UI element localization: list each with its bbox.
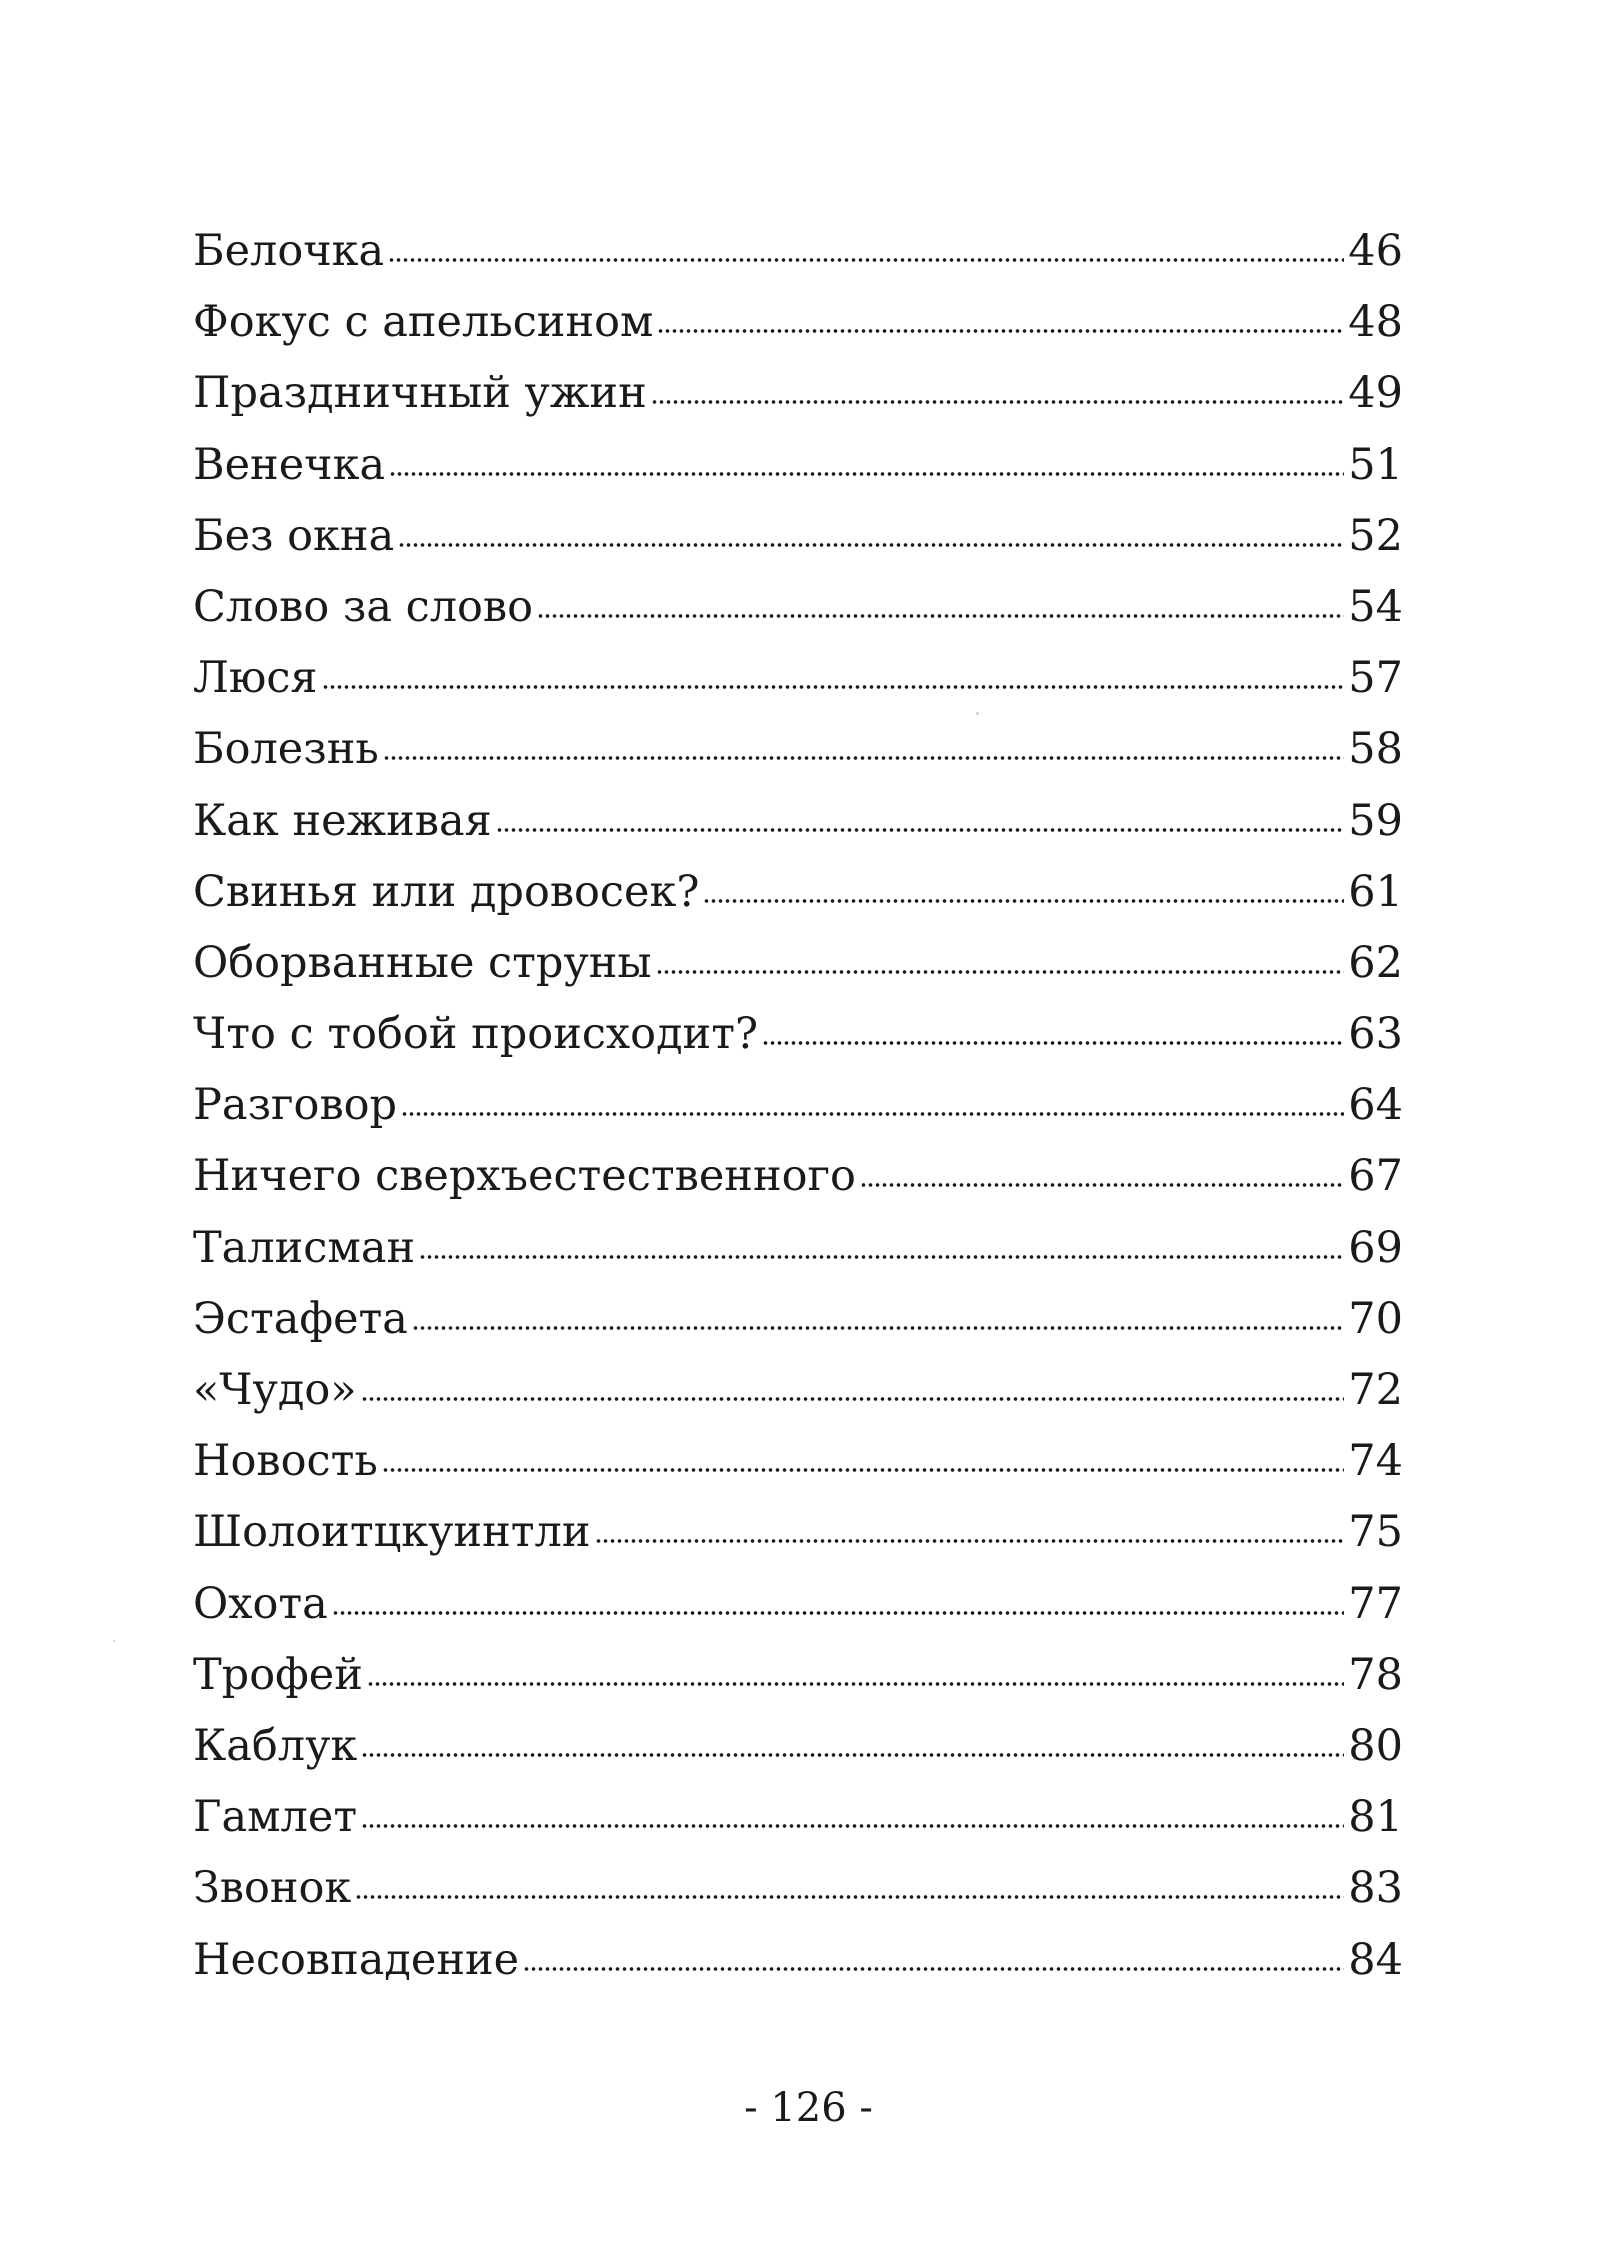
toc-entry	[193, 1640, 1403, 1711]
dot-leader	[398, 541, 1344, 549]
dot-leader	[419, 1253, 1344, 1261]
toc-entry-page-number: 46	[1348, 226, 1403, 276]
toc-entry-title: Оборванные струны	[193, 937, 652, 988]
toc-entry-title: Что с тобой происходит?	[193, 1009, 759, 1060]
toc-entry	[193, 501, 1403, 572]
dot-leader	[361, 1822, 1344, 1830]
toc-entry	[193, 1213, 1403, 1284]
toc-entry	[193, 1426, 1403, 1497]
toc-entry-page-number: 84	[1348, 1934, 1403, 1985]
toc-entry-page-number: 63	[1348, 1009, 1403, 1060]
toc-entry-page-number: 81	[1348, 1792, 1403, 1843]
toc-entry	[193, 287, 1403, 358]
toc-entry-title: Эстафета	[193, 1293, 408, 1344]
toc-entry	[193, 1711, 1403, 1782]
dot-leader	[401, 1110, 1344, 1118]
toc-entry-title: Свинья или дровосек?	[193, 866, 700, 917]
dot-leader	[537, 612, 1344, 620]
dot-leader	[523, 1965, 1344, 1973]
dot-leader	[355, 1893, 1344, 1901]
toc-entry-page-number: 61	[1348, 866, 1403, 917]
toc-entry-title: Гамлет	[193, 1792, 358, 1843]
toc-entry-page-number: 67	[1348, 1151, 1403, 1202]
toc-entry-title: Как неживая	[193, 795, 492, 846]
toc-entry-title: Новость	[193, 1436, 378, 1487]
toc-entry	[193, 572, 1403, 643]
table-of-contents	[193, 216, 1403, 1996]
dot-leader	[762, 1039, 1344, 1047]
toc-entry-page-number: 49	[1348, 368, 1403, 419]
dot-leader	[496, 826, 1345, 834]
toc-entry-title: Слово за слово	[193, 581, 534, 632]
toc-entry-page-number: 75	[1348, 1507, 1403, 1558]
page-number: - 126 -	[744, 2085, 873, 2131]
toc-entry	[193, 430, 1403, 501]
toc-entry-page-number: 78	[1348, 1649, 1403, 1700]
dot-leader	[367, 1680, 1344, 1688]
toc-entry-page-number: 69	[1348, 1222, 1403, 1273]
toc-entry-page-number: 58	[1348, 724, 1403, 775]
toc-entry	[193, 358, 1403, 429]
toc-entry-page-number: 48	[1348, 297, 1403, 348]
toc-entry	[193, 643, 1403, 714]
paper-speck	[113, 1640, 115, 1642]
dot-leader	[322, 683, 1345, 691]
toc-entry	[193, 1284, 1403, 1355]
toc-entry-title: «Чудо»	[193, 1365, 357, 1415]
toc-entry-title: Венечка	[193, 439, 386, 490]
toc-entry	[193, 1569, 1403, 1640]
dot-leader	[412, 1324, 1344, 1332]
toc-entry	[193, 1853, 1403, 1924]
toc-entry-title: Трофей	[193, 1649, 363, 1700]
toc-entry-title: Охота	[193, 1578, 328, 1629]
toc-entry-page-number: 59	[1348, 795, 1403, 846]
toc-entry-title: Праздничный ужин	[193, 368, 647, 419]
dot-leader	[361, 1395, 1345, 1403]
toc-entry-title: Фокус с апельсином	[193, 297, 654, 348]
toc-entry	[193, 1355, 1403, 1426]
toc-entry	[193, 1070, 1403, 1141]
toc-entry-page-number: 77	[1348, 1578, 1403, 1629]
dot-leader	[651, 398, 1345, 406]
toc-entry-page-number: 80	[1348, 1720, 1403, 1771]
toc-entry-page-number: 54	[1348, 581, 1403, 632]
toc-entry-title: Талисман	[193, 1222, 416, 1273]
toc-entry	[193, 714, 1403, 785]
toc-entry	[193, 786, 1403, 857]
dot-leader	[383, 754, 1345, 762]
toc-entry-title: Без окна	[193, 510, 395, 561]
dot-leader	[657, 327, 1344, 335]
toc-entry	[193, 1141, 1403, 1212]
toc-entry-page-number: 72	[1348, 1365, 1403, 1415]
toc-entry	[193, 1497, 1403, 1568]
toc-entry-page-number: 70	[1348, 1293, 1403, 1344]
toc-entry-title: Каблук	[193, 1720, 358, 1771]
toc-entry-title: Шолоитцкуинтли	[193, 1507, 591, 1558]
toc-entry-title: Белочка	[193, 226, 385, 276]
paper-speck	[976, 712, 979, 715]
toc-entry-title: Болезнь	[193, 724, 379, 775]
dot-leader	[656, 968, 1345, 976]
dot-leader	[389, 470, 1344, 478]
toc-entry-page-number: 64	[1348, 1080, 1403, 1131]
toc-entry-page-number: 62	[1348, 937, 1403, 988]
dot-leader	[703, 897, 1344, 905]
toc-entry	[193, 928, 1403, 999]
toc-entry-title: Ничего сверхъестественного	[193, 1151, 856, 1202]
toc-entry-title: Разговор	[193, 1080, 398, 1131]
toc-entry	[193, 1925, 1403, 1996]
toc-entry	[193, 216, 1403, 287]
toc-entry	[193, 999, 1403, 1070]
toc-entry	[193, 857, 1403, 928]
toc-entry-title: Несовпадение	[193, 1934, 520, 1985]
toc-entry-page-number: 51	[1348, 439, 1403, 490]
dot-leader	[332, 1609, 1344, 1617]
toc-entry-title: Люся	[193, 653, 318, 704]
toc-entry-page-number: 83	[1348, 1863, 1403, 1914]
toc-entry-page-number: 52	[1348, 510, 1403, 561]
dot-leader	[361, 1751, 1344, 1759]
dot-leader	[860, 1181, 1344, 1189]
toc-entry-page-number: 74	[1348, 1436, 1403, 1487]
toc-entry-title: Звонок	[193, 1863, 352, 1914]
toc-entry-page-number: 57	[1348, 653, 1403, 704]
dot-leader	[595, 1537, 1345, 1545]
dot-leader	[388, 256, 1344, 264]
toc-entry	[193, 1782, 1403, 1853]
dot-leader	[382, 1466, 1345, 1474]
